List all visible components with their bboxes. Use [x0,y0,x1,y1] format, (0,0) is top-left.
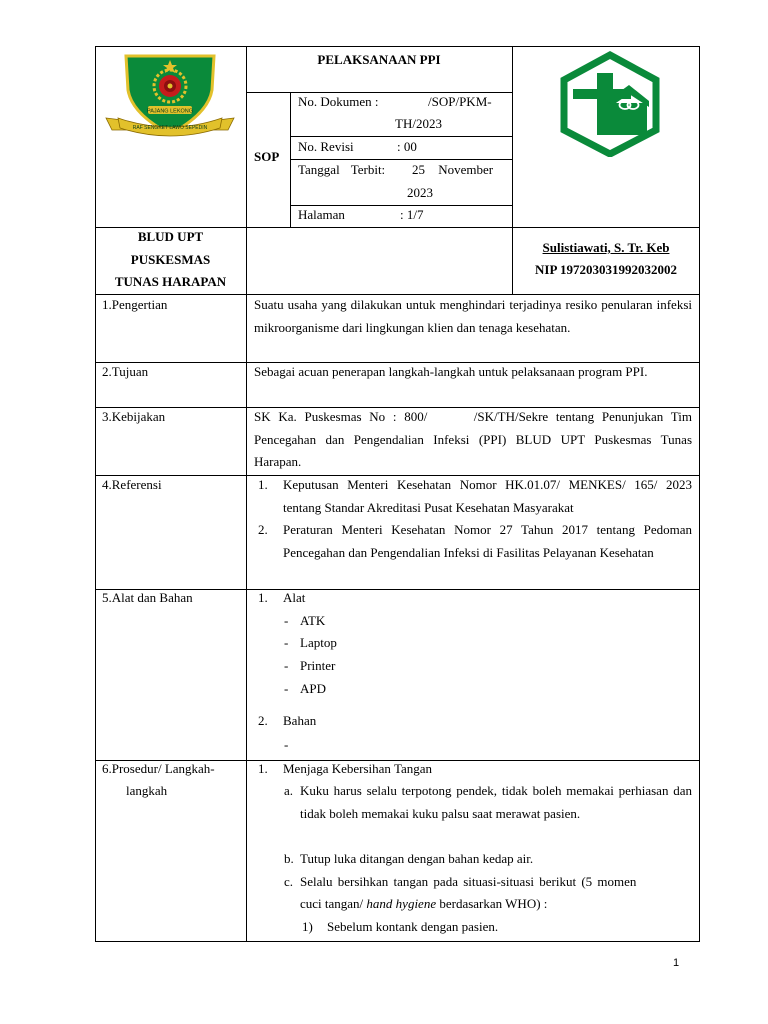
alat-dash: - [284,613,289,628]
sop-label: SOP [254,149,280,164]
step-title: Menjaga Kebersihan Tangan [283,761,433,776]
emblem-ribbon-text: RAF SENGKET LAWO SEPEDIN [132,125,208,131]
no-revisi-label: No. Revisi [298,139,354,154]
referensi-item-number: 1. [258,477,268,492]
row-text-kebijakan: SK Ka. Puskesmas No : 800/ /SK/TH/Sekre tentang Penunjukan Tim Pencegahan dan Pengendalian Infeksi (PPI) BLUD UPT Puskesmas Tunas Harapan. [254,409,696,470]
org-name-line2: PUSKESMAS [130,252,211,267]
row-label-kebijakan: 3.Kebijakan [102,409,166,424]
alat-item: Laptop [300,635,337,650]
tanggal-terbit-year: 2023 [407,185,433,200]
no-dokumen-value-line2: TH/2023 [395,116,442,131]
no-dokumen-label: No. Dokumen : [298,94,379,109]
alat-item: Printer [300,658,336,673]
row-text-pengertian: Suatu usaha yang dilakukan untuk menghindari terjadinya resiko penularan infeksi mikroorganisme dari lingkungan klien dan tenaga kesehatan. [254,297,692,335]
substep-c-italic: hand hygiene [366,896,437,911]
bahan-number: 2. [258,713,268,728]
row-label-tujuan: 2.Tujuan [102,364,149,379]
row-text-tujuan: Sebagai acuan penerapan langkah-langkah untuk pelaksanaan program PPI. [254,364,648,379]
substep-c-1-text: Sebelum kontank dengan pasien. [327,919,499,934]
no-dokumen-value: /SOP/PKM- [428,94,492,109]
regency-emblem-logo [104,50,236,140]
row-label-pengertian: 1.Pengertian [102,297,168,312]
row-label-prosedur-line2: langkah [126,783,168,798]
alat-number: 1. [258,590,268,605]
substep-b-text: Tutup luka ditangan dengan bahan kedap air. [300,851,534,866]
tanggal-terbit-value: 25 November [412,162,494,177]
puskesmas-logo [555,51,665,157]
alat-item: ATK [300,613,326,628]
page-number: 1 [673,957,680,969]
halaman-label: Halaman [298,207,345,222]
substep-c-pre: cuci tangan/ [300,896,367,911]
halaman-value: : 1/7 [400,207,424,222]
substep-letter: a. [284,783,294,798]
alat-item: APD [300,681,327,696]
substep-c-post: berdasarkan WHO) : [436,896,548,911]
substep-c-line1: Selalu bersihkan tangan pada situasi-situasi berikut (5 momen [300,874,637,889]
tanggal-terbit-label: Tanggal Terbit: [298,162,386,177]
referensi-item-text: Peraturan Menteri Kesehatan Nomor 27 Tahun 2017 tentang Pedoman Pencegahan dan Pengendalian Infeksi di Fasilitas Pelayanan Kesehatan [283,522,692,560]
referensi-item-text: Keputusan Menteri Kesehatan Nomor HK.01.07/ MENKES/ 165/ 2023 tentang Standar Akreditasi Pusat Kesehatan Masyarakat [283,477,692,515]
substep-letter: c. [284,874,294,889]
alat-dash: - [284,681,289,696]
signer-nip: NIP 197203031992032002 [535,262,677,277]
org-name-line3: TUNAS HARAPAN [114,274,227,289]
document-title: PELAKSANAAN PPI [317,52,441,67]
step-number: 1. [258,761,268,776]
row-label-referensi: 4.Referensi [102,477,162,492]
alat-title: Alat [283,590,306,605]
substep-c-1-number: 1) [302,919,313,934]
signer-name: Sulistiawati, S. Tr. Keb [542,240,670,255]
alat-dash: - [284,635,289,650]
row-label-prosedur: 6.Prosedur/ Langkah- [102,761,215,776]
emblem-inner-text: PAJANG LEKONG [146,108,194,115]
referensi-item-number: 2. [258,522,268,537]
alat-dash: - [284,658,289,673]
substep-c-line2 [300,893,547,916]
org-name-line1: BLUD UPT [137,229,204,244]
substep-letter: b. [284,851,294,866]
bahan-dash: - [284,737,289,752]
substep-a-text: Kuku harus selalu terpotong pendek, tidak boleh memakai perhiasan dan tidak boleh memakai kuku palsu saat merawat pasien. [300,783,692,821]
bahan-title: Bahan [283,713,317,728]
row-label-alat-bahan: 5.Alat dan Bahan [102,590,193,605]
no-revisi-value: : 00 [397,139,417,154]
